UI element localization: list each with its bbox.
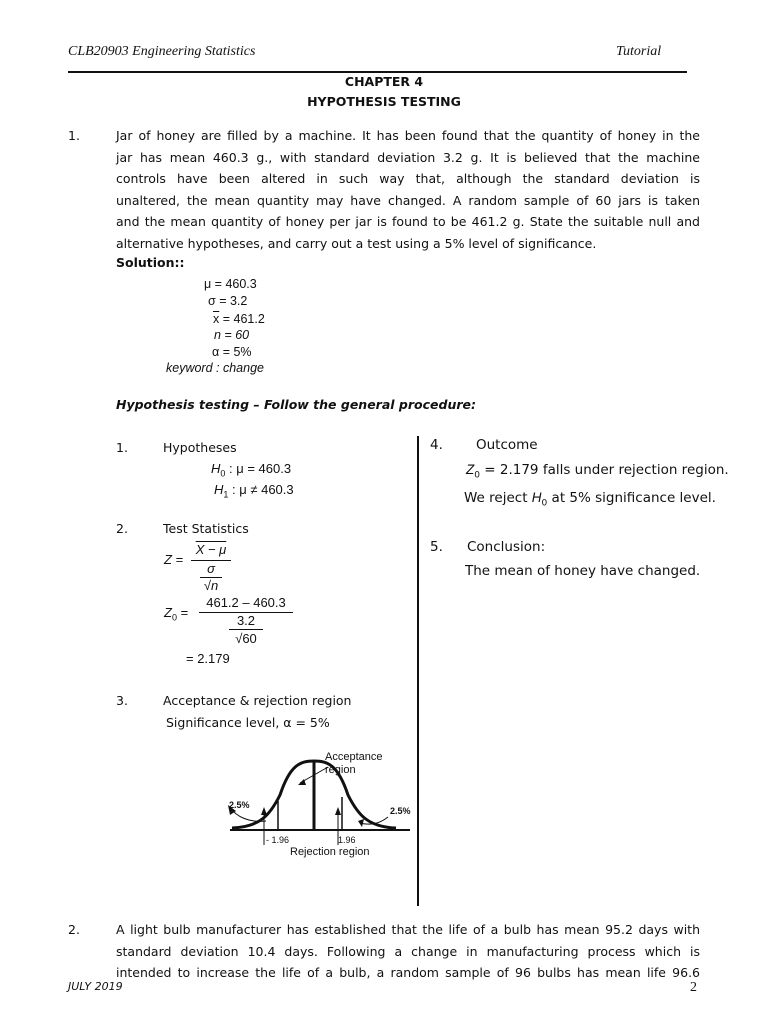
outcome-z-symbol: Z — [466, 462, 475, 477]
question-1-number: 1. — [68, 128, 80, 143]
z0-symbol: Z — [164, 605, 172, 620]
outcome-line-2-b: at 5% significance level. — [547, 490, 716, 506]
outcome-h-subscript: 0 — [541, 498, 548, 509]
left-rejection-arrowhead — [261, 807, 267, 815]
step-2-number: 2. — [116, 521, 128, 536]
z0-result: = 2.179 — [186, 651, 230, 666]
h0-expression: : μ = 460.3 — [225, 461, 292, 476]
h0-subscript: 0 — [220, 468, 226, 479]
z0-formula-lhs — [164, 605, 188, 623]
question-2-text — [116, 919, 700, 984]
q1-line: Jar of honey are filled by a machine. It has been found that the quantity of honey in the — [116, 128, 700, 143]
right-tail-label: 2.5% — [390, 806, 411, 816]
solution-label: Solution:: — [116, 255, 185, 270]
z-formula-numerator — [190, 542, 232, 557]
h1-expression: : μ ≠ 460.3 — [228, 482, 294, 497]
page-number: 2 — [690, 980, 697, 995]
alternative-hypothesis — [214, 482, 294, 500]
acceptance-label-line2: region — [325, 764, 356, 776]
z-formula-lhs: Z = — [164, 552, 184, 567]
q2-line: standard deviation 10.4 days. Following a change in manufacturing process which is — [116, 943, 700, 959]
right-rejection-arrowhead — [335, 807, 341, 815]
footer-date: JULY 2019 — [68, 980, 123, 993]
z-sqrt-n: √n — [203, 578, 219, 593]
z0-inner-bar — [229, 629, 263, 630]
z0-sqrt-n: √60 — [235, 631, 257, 646]
z0-equals: = — [176, 605, 189, 620]
outcome-line-1-text: = 2.179 falls under rejection region. — [479, 462, 729, 478]
step-1-number: 1. — [116, 440, 128, 455]
outcome-h-symbol: H — [531, 490, 542, 505]
question-2-number: 2. — [68, 922, 80, 937]
outcome-z-subscript: 0 — [474, 470, 480, 481]
q2-line: A light bulb manufacturer has established that the life of a bulb has mean 95.2 days with — [116, 922, 700, 937]
column-divider — [417, 436, 419, 906]
given-xbar — [213, 311, 265, 328]
z-numerator-text: X − μ — [195, 542, 227, 557]
step-4-number: 4. — [430, 437, 443, 453]
q1-line: jar has mean 460.3 g., with standard deviation 3.2 g. It is believed that the machine — [116, 149, 700, 165]
chapter-title: HYPOTHESIS TESTING — [307, 94, 461, 109]
question-1-text — [116, 125, 700, 254]
rejection-region-label: Rejection region — [290, 846, 370, 858]
acceptance-region-label — [325, 751, 382, 777]
z0-subscript: 0 — [171, 612, 177, 623]
significance-level: Significance level, α = 5% — [166, 715, 330, 730]
left-critical-value: - 1.96 — [266, 835, 290, 845]
q2-line: intended to increase the life of a bulb, a random sample of 96 bulbs has mean life 96.6 — [116, 965, 700, 980]
step-4-label: Outcome — [476, 437, 538, 453]
left-tail-label: 2.5% — [229, 800, 250, 810]
step-1-label: Hypotheses — [163, 440, 237, 455]
step-3-label: Acceptance & rejection region — [163, 693, 352, 708]
q1-line: unaltered, the mean quantity may have changed. A random sample of 60 jars is taken — [116, 192, 700, 208]
step-5-number: 5. — [430, 539, 443, 555]
course-title: CLB20903 Engineering Statistics — [68, 44, 256, 59]
outcome-line-1 — [466, 462, 729, 481]
h0-symbol: H — [211, 461, 221, 476]
given-mu: μ = 460.3 — [204, 277, 257, 291]
q1-line: and the mean quantity of honey per jar is found to be 461.2 g. State the suitable null and — [116, 214, 700, 229]
step-5-label: Conclusion: — [467, 539, 546, 555]
conclusion-text: The mean of honey have changed. — [465, 563, 701, 579]
procedure-heading: Hypothesis testing – Follow the general procedure: — [116, 397, 476, 412]
h1-symbol: H — [214, 482, 224, 497]
xbar-symbol: $\overline{x}$ — [213, 312, 220, 326]
step-3-number: 3. — [116, 693, 128, 708]
right-critical-value: 1.96 — [338, 835, 356, 845]
h1-subscript: 1 — [223, 489, 229, 500]
header-rule — [68, 71, 687, 73]
given-n: n = 60 — [214, 328, 250, 342]
z0-numerator: 461.2 – 460.3 — [206, 595, 286, 610]
q1-line: controls have been altered in such way that, although the standard deviation is — [116, 171, 700, 186]
given-alpha: α = 5% — [212, 345, 252, 359]
z0-sigma: 3.2 — [236, 613, 256, 628]
right-tail-arrowhead — [358, 819, 364, 827]
step-2-label: Test Statistics — [163, 521, 249, 536]
document-type: Tutorial — [616, 44, 662, 59]
acceptance-label-line1: Acceptance — [325, 751, 383, 763]
null-hypothesis — [211, 461, 291, 479]
given-sigma: σ = 3.2 — [208, 294, 248, 308]
given-keyword: keyword : change — [166, 361, 264, 375]
z-sigma: σ — [207, 561, 215, 576]
chapter-number: CHAPTER 4 — [344, 74, 424, 89]
outcome-line-2 — [464, 490, 716, 509]
q1-line: alternative hypotheses, and carry out a test using a 5% level of significance. — [116, 235, 597, 251]
outcome-line-2-a: We reject — [464, 490, 532, 506]
xbar-value: = 461.2 — [219, 312, 265, 326]
